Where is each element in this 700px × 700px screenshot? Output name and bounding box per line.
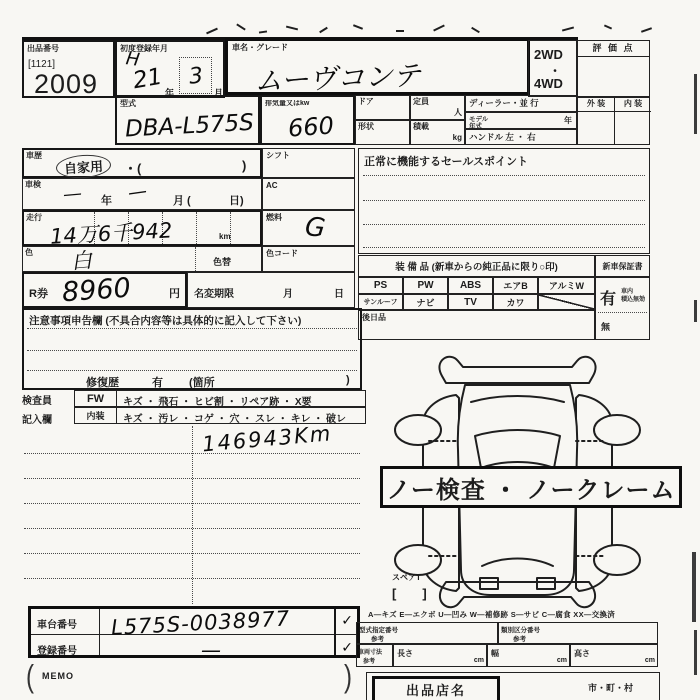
label-col-divider	[99, 609, 100, 655]
equip-tv-cell	[448, 294, 493, 310]
type-number-cell	[356, 622, 498, 644]
month-unit: 月	[214, 88, 224, 98]
scan-artifact	[694, 630, 697, 675]
notes-line	[24, 478, 360, 479]
history-label: 車歴	[26, 151, 42, 160]
inspector-interior-label: 内装	[86, 411, 105, 421]
sales-dotted-line	[363, 247, 645, 248]
car-name-label: 車名・グレード	[232, 43, 288, 52]
first-registration-month: 3	[187, 63, 205, 90]
stray-mark	[319, 27, 328, 33]
mileage-unit: km	[219, 231, 231, 241]
car-name-value: ムーヴコンテ	[253, 58, 422, 98]
shift-cell	[262, 148, 355, 178]
dims-label-cell	[356, 644, 393, 667]
displacement-label: 排気量又はkw	[265, 100, 310, 107]
stray-mark	[604, 24, 612, 29]
drivetrain-4wd: 4WD	[534, 76, 563, 91]
fw-label: FW	[86, 392, 105, 405]
handwritten-mileage: 146943Km	[201, 421, 334, 457]
banner-text: ノー検査 ・ ノークレーム	[386, 476, 676, 504]
inspector-label-line2: 記入欄	[22, 415, 52, 426]
fw-label-cell	[75, 391, 117, 406]
shape-label: 形状	[358, 122, 374, 131]
notes-line	[24, 553, 360, 554]
interior-label-cell	[75, 408, 117, 423]
class-number-ref: 参考	[513, 636, 526, 643]
model-value: DBA-L575S	[124, 109, 255, 143]
history-circled: 自家用	[55, 153, 111, 180]
notes-line	[24, 503, 360, 504]
capacity-cell	[410, 95, 465, 120]
equip-ps-cell	[358, 277, 403, 294]
height-cell	[570, 644, 658, 667]
equip-airbag: エアB	[503, 281, 528, 291]
interior-header	[615, 98, 651, 112]
width-unit: cm	[556, 657, 567, 664]
displacement-box	[260, 95, 355, 145]
height-unit: cm	[644, 657, 655, 664]
door-label: ドア	[358, 97, 374, 106]
dims-label: 車両寸法	[358, 650, 383, 656]
recycle-box	[22, 272, 187, 308]
drivetrain-dot: ・	[549, 64, 562, 78]
height-label: 高さ	[574, 649, 590, 658]
color-divider	[195, 247, 196, 271]
registration-label: 登録番号	[37, 646, 77, 657]
spare-tire-note	[392, 574, 427, 602]
drivetrain-box	[528, 40, 577, 97]
shaken-month-unit: 月 (	[173, 195, 191, 207]
history-close: )	[242, 158, 247, 173]
recycle-value: 8960	[61, 272, 132, 309]
interior-items: キズ ・ 汚レ ・ コゲ ・ 穴 ・ スレ ・ キレ ・ 破レ	[123, 414, 347, 425]
equip-sunroof-cell	[358, 294, 403, 310]
dealer-label: ディーラー・並 行	[469, 98, 539, 108]
color-box	[22, 246, 262, 272]
notes-line	[24, 528, 360, 529]
lot-number-label: 出品番号	[27, 44, 59, 53]
length-label: 長さ	[397, 649, 413, 658]
store-name-box	[372, 676, 500, 700]
equip-alloy: アルミW	[548, 281, 585, 291]
equip-navi-cell	[403, 294, 448, 310]
stray-mark	[286, 26, 298, 31]
name-change-month: 月	[283, 289, 293, 300]
city-town-village-label: 市・町・村	[588, 683, 634, 693]
scan-artifact	[692, 552, 696, 622]
capacity-unit: 人	[454, 107, 462, 117]
memo-paren-open: (	[26, 659, 34, 695]
notice-box	[22, 308, 362, 390]
shaken-box	[22, 178, 262, 210]
score-header	[578, 41, 649, 57]
score-box	[577, 40, 650, 97]
stray-mark	[353, 24, 363, 29]
no-inspection-banner	[380, 466, 682, 508]
scan-artifact	[694, 300, 697, 322]
year-unit: 年	[165, 88, 175, 98]
equip-pw-cell	[403, 277, 448, 294]
sales-dotted-line	[363, 200, 645, 201]
mileage-box	[22, 210, 262, 249]
chassis-value: L575S-0038977	[110, 606, 291, 640]
model-year-label2: 年式	[469, 123, 482, 130]
score-label: 評 価 点	[592, 42, 635, 53]
mileage-label: 走行	[26, 213, 42, 222]
chassis-reg-box	[28, 606, 360, 662]
model-year-label1: モデル	[469, 116, 489, 123]
stray-mark	[433, 24, 445, 31]
load-cell	[410, 120, 465, 145]
width-cell	[487, 644, 570, 667]
stray-mark	[562, 26, 574, 31]
dealer-cell	[465, 95, 577, 112]
equipment-title-cell	[358, 255, 595, 277]
notice-dotted-line	[27, 328, 357, 329]
warranty-no: 無	[601, 322, 611, 332]
lot-number-value: 2009	[34, 69, 99, 99]
registration-check: ✓	[341, 640, 353, 656]
memo-label: MEMO	[42, 671, 74, 681]
equip-tv: TV	[464, 296, 477, 308]
color-change-label: 色替	[213, 256, 232, 267]
shaken-label: 車検	[25, 180, 41, 189]
history-box	[22, 148, 262, 178]
repair-location-close: )	[346, 374, 350, 386]
shaken-year-unit: 年	[101, 195, 112, 207]
repair-history-value: 有	[152, 377, 163, 389]
car-name-box	[225, 38, 530, 98]
spare-tire-bracket: [ ]	[392, 586, 427, 602]
length-cell	[393, 644, 487, 667]
chassis-check: ✓	[341, 613, 353, 629]
drivetrain-2wd: 2WD	[534, 47, 563, 62]
door-cell	[355, 95, 410, 120]
equip-leather-cell	[493, 294, 538, 310]
equip-ps: PS	[373, 280, 388, 291]
warranty-label: 新車保証書	[602, 261, 643, 271]
sales-dotted-line	[363, 224, 645, 225]
equip-abs: ABS	[459, 280, 482, 291]
warranty-header-cell	[595, 255, 650, 277]
fw-items: キズ ・ 飛石 ・ ヒビ割 ・ リペア跡 ・ X要	[123, 397, 312, 408]
model-year-unit: 年	[564, 116, 572, 125]
dims-ref: 参考	[363, 659, 376, 665]
stray-mark	[259, 30, 267, 33]
warranty-note2: 積込無効	[621, 297, 646, 303]
notice-title: 注意事項申告欄 (不具合内容等は具体的に記入して下さい)	[29, 315, 302, 327]
sales-dotted-line	[363, 175, 645, 176]
model-year-cell	[465, 112, 577, 129]
fuel-value: G	[303, 212, 327, 244]
mileage-value: 14万6千942	[49, 218, 173, 249]
shift-label: シフト	[266, 151, 290, 160]
equip-abs-cell	[448, 277, 493, 294]
equip-sunroof: サンルーフ	[363, 299, 398, 306]
load-label: 積載	[413, 122, 429, 131]
stray-mark	[236, 23, 245, 30]
inspector-fw-row	[74, 390, 366, 407]
equip-navi: ナビ	[416, 297, 435, 308]
repair-location-open: (箇所	[189, 377, 215, 389]
color-value: 白	[70, 248, 94, 274]
first-registration-label: 初度登録年月	[120, 44, 168, 53]
equip-pw: PW	[417, 280, 434, 291]
warranty-note1: 車内	[621, 289, 634, 295]
notice-dotted-line	[27, 370, 357, 371]
chassis-label: 車台番号	[37, 620, 77, 631]
later-items-cell	[358, 310, 595, 340]
stray-mark	[396, 30, 404, 32]
check-col-divider	[334, 609, 336, 655]
class-number-label: 類別区分番号	[501, 627, 540, 634]
memo-paren-close: )	[344, 659, 352, 695]
shaken-dash2: —	[126, 179, 149, 205]
fuel-label: 燃料	[266, 213, 282, 222]
registration-value: —	[201, 638, 221, 662]
stray-mark	[206, 28, 218, 35]
damage-legend: A—キズ E—エクボ U—凹み W—補修跡 S—サビ C—腐食 XX—交換済	[368, 610, 616, 619]
width-label: 幅	[491, 649, 499, 658]
sales-points-box	[358, 148, 650, 254]
model-label: 型式	[120, 99, 136, 108]
warranty-yes: 有	[600, 291, 617, 308]
exterior-label: 外 装	[586, 99, 606, 109]
fuel-cell	[262, 210, 355, 246]
equip-diagonal-cell	[538, 294, 595, 310]
warranty-body	[595, 277, 650, 340]
first-registration-era: H	[124, 48, 141, 71]
sales-points-title: 正常に機能するセールスポイント	[364, 156, 529, 168]
equip-airbag-cell	[493, 277, 538, 294]
notice-dotted-line	[27, 350, 357, 351]
capacity-label: 定員	[413, 97, 429, 106]
exterior-header	[578, 98, 614, 112]
lot-number-box	[22, 40, 115, 98]
equip-leather: カワ	[506, 297, 525, 308]
length-unit: cm	[473, 657, 484, 664]
name-change-day: 日	[334, 289, 344, 300]
ac-label: AC	[266, 181, 278, 190]
model-box	[115, 95, 260, 145]
stray-mark	[641, 27, 652, 32]
class-number-cell	[498, 622, 658, 644]
later-items-label: 後日品	[362, 313, 386, 322]
lot-code: [1121]	[28, 59, 56, 70]
type-number-label: 型式指定番号	[359, 627, 398, 634]
load-unit: kg	[452, 132, 462, 142]
notes-line	[24, 453, 360, 454]
equip-alloy-cell	[538, 277, 595, 294]
inspector-label-line1: 検査員	[22, 396, 52, 407]
recycle-unit: 円	[169, 288, 180, 300]
first-registration-box	[115, 40, 225, 98]
name-change-cell	[187, 272, 355, 308]
name-change-label: 名変期限	[194, 289, 234, 300]
ext-int-box	[577, 97, 650, 145]
notes-line	[24, 578, 360, 579]
interior-label: 内 装	[623, 99, 643, 109]
ac-cell	[262, 178, 355, 210]
repair-history-label: 修復歴	[86, 377, 119, 389]
equipment-title: 装 備 品 (新車からの純正品に限り○印)	[395, 262, 558, 273]
warranty-divider	[598, 312, 647, 313]
displacement-value: 660	[287, 111, 335, 143]
first-registration-year: 21	[130, 63, 165, 95]
color-code-cell	[262, 246, 355, 272]
history-paren: ・(	[124, 161, 142, 176]
inspector-label	[22, 392, 74, 426]
scan-artifact	[694, 74, 697, 134]
color-code-label: 色コード	[266, 249, 298, 258]
handle-cell	[465, 129, 577, 145]
shaken-day-unit: 日)	[229, 195, 244, 207]
spare-tire-label: スペアT	[392, 573, 421, 582]
recycle-label: R券	[29, 288, 48, 300]
color-label: 色	[25, 248, 33, 257]
store-name-label: 出品店名	[405, 683, 466, 698]
shape-cell	[355, 120, 410, 145]
shaken-dash1: —	[62, 182, 83, 206]
stray-mark	[471, 27, 480, 33]
type-number-ref: 参考	[371, 636, 384, 643]
handle-label: ハンドル 左 ・ 右	[469, 132, 536, 142]
